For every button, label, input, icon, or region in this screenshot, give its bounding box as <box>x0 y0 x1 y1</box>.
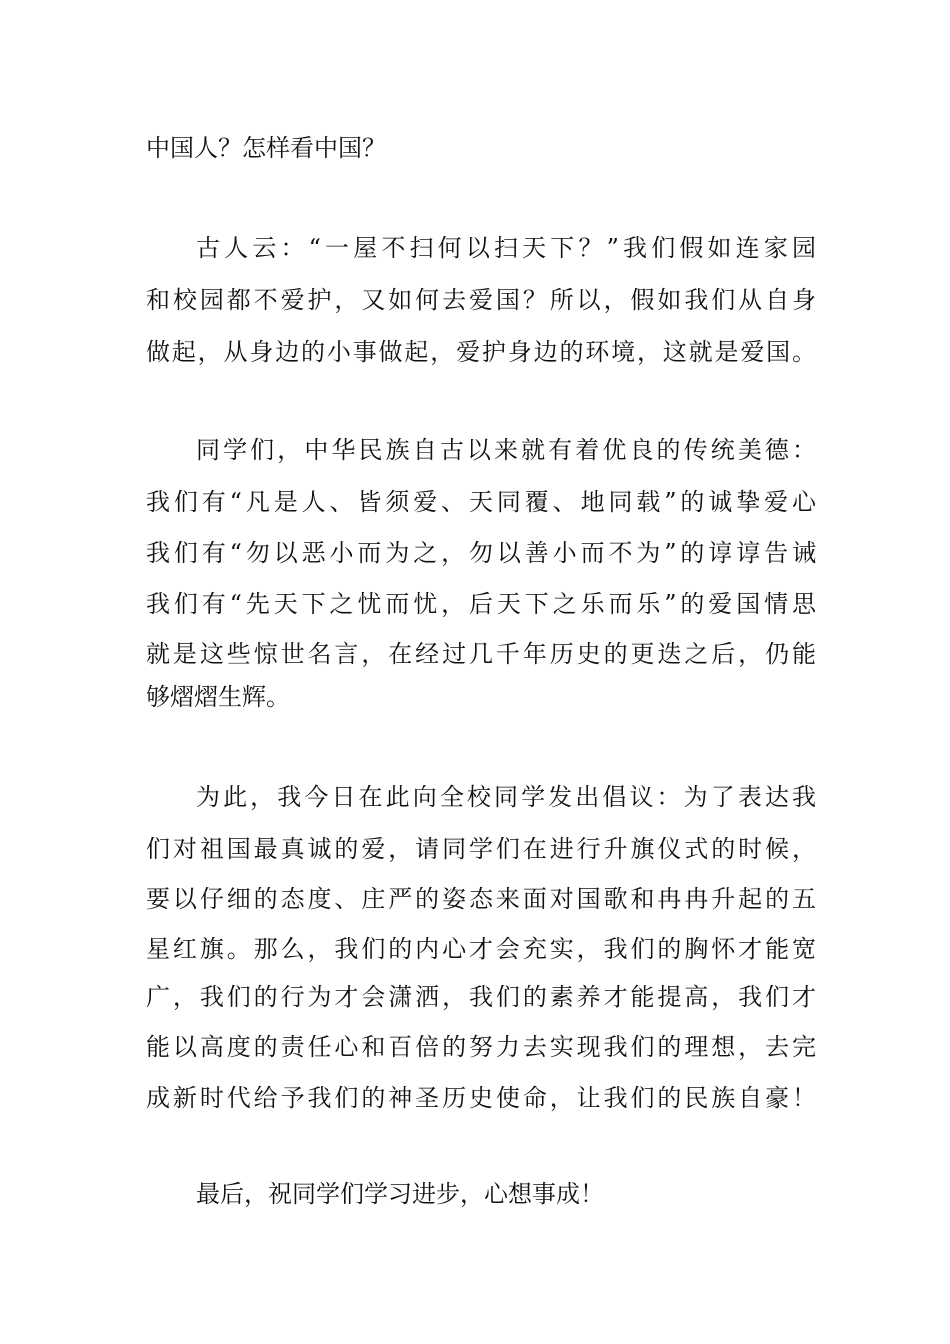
paragraph-2-line-4: 我们有“先天下之忧而忧，后天下之乐而乐”的爱国情思 <box>146 590 816 618</box>
paragraph-fragment-line: 中国人？怎样看中国？ <box>146 134 386 162</box>
paragraph-1-line-2: 和校园都不爱护，又如何去爱国？所以，假如我们从自身 <box>146 286 816 314</box>
paragraph-3-line-2: 们对祖国最真诚的爱，请同学们在进行升旗仪式的时候， <box>146 835 816 863</box>
paragraph-1-line-1: 古人云：“一屋不扫何以扫天下？”我们假如连家园 <box>196 234 816 262</box>
paragraph-3-line-5: 广，我们的行为才会潇洒，我们的素养才能提高，我们才 <box>146 983 816 1011</box>
paragraph-4-line-1: 最后，祝同学们学习进步，心想事成！ <box>196 1180 604 1208</box>
paragraph-3-line-3: 要以仔细的态度、庄严的姿态来面对国歌和冉冉升起的五 <box>146 885 816 913</box>
paragraph-2-line-6: 够熠熠生辉。 <box>146 683 290 711</box>
paragraph-2-line-2: 我们有“凡是人、皆须爱、天同覆、地同载”的诚挚爱心 <box>146 488 816 516</box>
paragraph-2-line-1: 同学们，中华民族自古以来就有着优良的传统美德： <box>196 436 816 464</box>
paragraph-3-line-6: 能以高度的责任心和百倍的努力去实现我们的理想，去完 <box>146 1033 816 1061</box>
paragraph-2-line-3: 我们有“勿以恶小而为之，勿以善小而不为”的谆谆告诫 <box>146 539 816 567</box>
paragraph-3-line-4: 星红旗。那么，我们的内心才会充实，我们的胸怀才能宽 <box>146 935 816 963</box>
paragraph-3-line-7: 成新时代给予我们的神圣历史使命，让我们的民族自豪！ <box>146 1084 816 1112</box>
paragraph-2-line-5: 就是这些惊世名言，在经过几千年历史的更迭之后，仍能 <box>146 640 816 668</box>
paragraph-3-line-1: 为此，我今日在此向全校同学发出倡议：为了表达我 <box>196 783 816 811</box>
paragraph-1-line-3: 做起，从身边的小事做起，爱护身边的环境，这就是爱国。 <box>146 338 816 366</box>
